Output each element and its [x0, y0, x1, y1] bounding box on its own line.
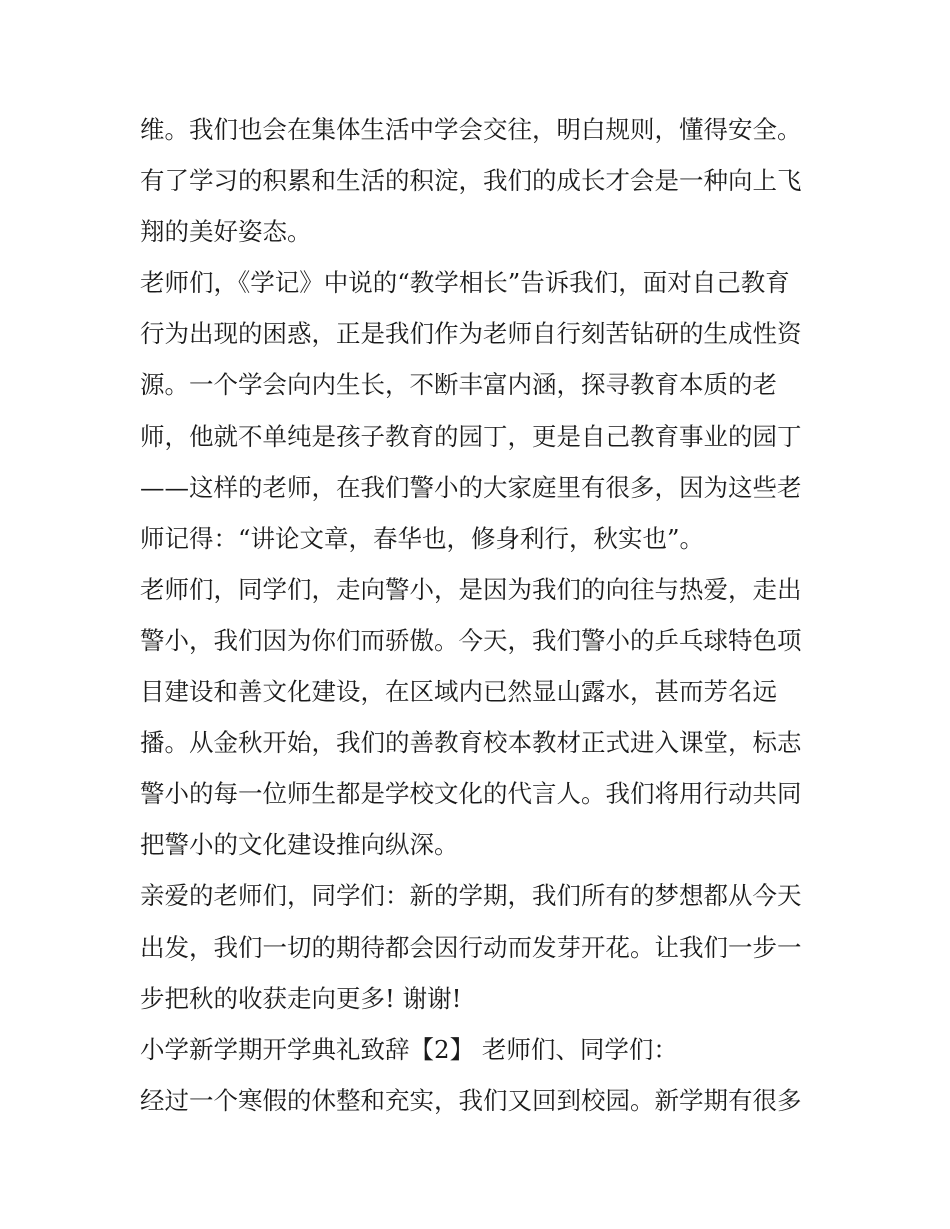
text-line: 目建设和善文化建设，在区域内已然显山露水，甚而芳名远 [140, 677, 777, 707]
text-line: 师，他就不单纯是孩子教育的园丁，更是自己教育事业的园丁 [140, 421, 802, 451]
text-line: 老师们，《学记》中说的“教学相长”告诉我们，面对自己教育 [140, 268, 790, 298]
text-line: 行为出现的困惑，正是我们作为老师自行刻苦钻研的生成性资 [140, 319, 802, 349]
text-line: 维。我们也会在集体生活中学会交往，明白规则，懂得安全。 [140, 115, 802, 144]
text-line: 经过一个寒假的休整和充实，我们又回到校园。新学期有很多 [140, 1085, 802, 1115]
text-line: 亲爱的老师们，同学们：新的学期，我们所有的梦想都从今天 [140, 881, 802, 911]
text-line: 师记得：“讲论文章，春华也，修身利行，秋实也”。 [140, 523, 705, 553]
text-line: 翔的美好姿态。 [140, 217, 312, 247]
text-line: 步把秋的收获走向更多! 谢谢! [140, 983, 462, 1013]
text-line: 警小的每一位师生都是学校文化的代言人。我们将用行动共同 [140, 779, 802, 809]
text-line: 源。一个学会向内生长，不断丰富内涵，探寻教育本质的老 [140, 370, 777, 400]
text-line: 把警小的文化建设推向纵深。 [140, 830, 459, 860]
text-line: ——这样的老师，在我们警小的大家庭里有很多，因为这些老 [140, 472, 802, 502]
text-line: 警小，我们因为你们而骄傲。今天，我们警小的乒乓球特色项 [140, 625, 802, 655]
text-line: 老师们，同学们，走向警小，是因为我们的向往与热爱，走出 [140, 574, 802, 604]
body-text [140, 104, 820, 1126]
text-line: 出发，我们一切的期待都会因行动而发芽开花。让我们一步一 [140, 932, 802, 962]
text-line: 播。从金秋开始，我们的善教育校本教材正式进入课堂，标志 [140, 728, 802, 758]
section-heading-line: 小学新学期开学典礼致辞【2】 老师们、同学们： [140, 1034, 678, 1064]
text-line: 有了学习的积累和生活的积淀，我们的成长才会是一种向上飞 [140, 166, 802, 196]
